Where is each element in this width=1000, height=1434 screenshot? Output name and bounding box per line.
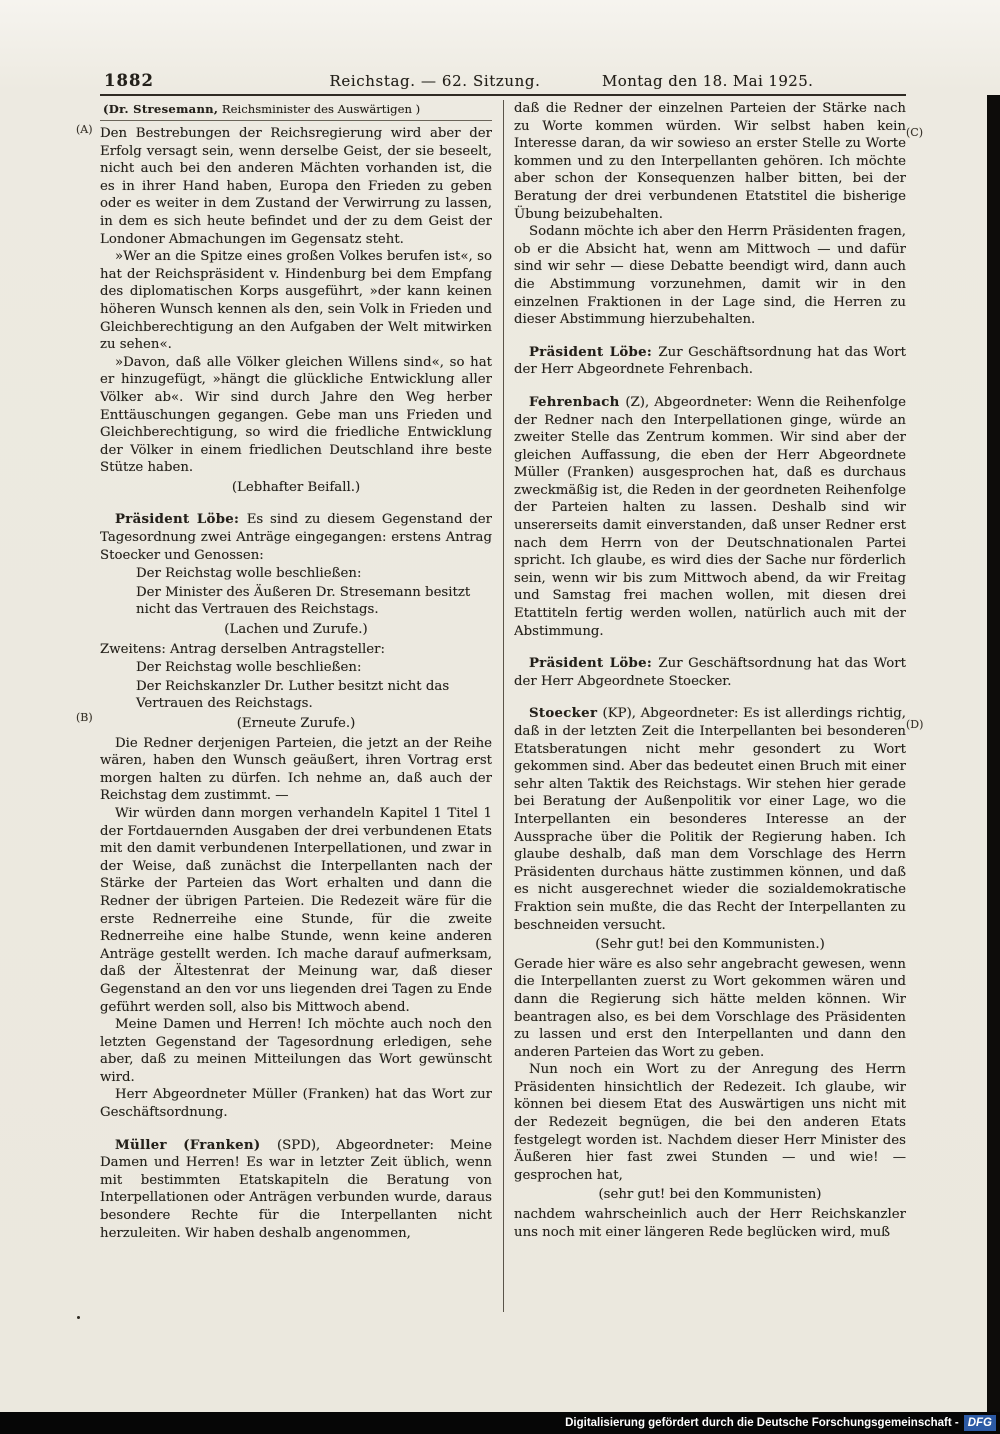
session-title: Reichstag. — 62. Sitzung. xyxy=(329,72,541,90)
paragraph: daß die Redner der einzelnen Parteien der Stärke nach zu Worte kommen würden. Wir selbst haben kein Interesse daran, da wir sowieso an erster Stelle zu Worte kommen und zu den Interpellanten gehören. Ich möchte aber schon der Konsequenzen halber bitten, bei der Beratung der drei verbundenen Etatstitel die bisherige Übung beizubehalten. xyxy=(514,101,906,222)
digitization-footer xyxy=(0,1412,1000,1434)
paragraph: (Sehr gut! bei den Kommunisten.) xyxy=(595,937,825,953)
paragraph: Sodann möchte ich aber den Herrn Präsidenten fragen, ob er die Absicht hat, wenn am Mittwoch — und dafür sind wir sehr — diese Debatte beendigt wird, dann auch die Abstimmung vorzunehmen, damit wir in den einzelnen Fraktionen in der Lage sind, die Herren zu dieser Abstimmung hierzubehalten. xyxy=(514,224,906,328)
speech-paragraph: Präsident Löbe: Zur Geschäftsordnung hat das Wort der Herr Abgeordnete Fehrenbach. xyxy=(514,344,906,378)
speaker-note-name: (Dr. Stresemann, xyxy=(103,102,219,116)
paragraph: Den Bestrebungen der Reichsregierung wird aber der Erfolg versagt sein, wenn derselbe Geist, der sie beseelt, nicht auch bei den anderen Mächten vorhanden ist, die es in ihrer Hand haben, Europa den Frieden zu geben oder es weiter in dem Zustand der Verwirrung zu lassen, in dem es sich heute befindet und der zu dem Geist der Londoner Abmachungen im Gegensatz steht. xyxy=(100,126,492,247)
paragraph: Der Reichstag wolle beschließen: xyxy=(136,660,362,676)
paragraph: »Wer an die Spitze eines großen Volkes berufen ist«, so hat der Reichspräsident v. Hindenburg bei dem Empfang des diplomatischen Korps ausgeführt, »der kann keinen höheren Wunsch kennen als den, sein Volk in Frieden und Gleichberechtigung an den Aufgaben der Welt mitwirken zu sehen«. xyxy=(100,249,492,353)
speech-paragraph: Müller (Franken) (SPD), Abgeordneter: Meine Damen und Herren! Es war in letzter Zeit üblich, wenn mit bestimmten Etatskapiteln die Beratung von Interpellationen oder Anträgen verbunden wurde, daraus besondere Rechte für die Interpellanten nicht herzuleiten. Wir haben deshalb angenommen, xyxy=(100,1137,492,1241)
speaker-name: Stoecker xyxy=(529,706,603,722)
paragraph: (Lebhafter Beifall.) xyxy=(231,479,361,495)
paragraph: Der Reichstag wolle beschließen: xyxy=(136,566,362,582)
paragraph: nachdem wahrscheinlich auch der Herr Reichskanzler uns noch mit einer längeren Rede beglücken wird, muß xyxy=(514,1207,906,1240)
paragraph: »Davon, daß alle Völker gleichen Willens sind«, so hat er hinzugefügt, »hängt die glückliche Entwicklung aller Völker ab«. Wir sind durch Jahre den Weg herber Enttäuschungen gegangen. Gebe man uns Frieden und Gleichberechtigung, so wird die friedliche Entwicklung der Völker in einem friedlichen Deutschland ihre beste Stütze haben. xyxy=(100,354,492,476)
paragraph: (sehr gut! bei den Kommunisten) xyxy=(598,1187,822,1203)
paragraph: Nun noch ein Wort zu der Anregung des Herrn Präsidenten hinsichtlich der Redezeit. Ich glaube, wir können bei diesem Etat des Auswärtigen uns nicht mit der Redezeit begnügen, die bei den anderen Etats festgelegt worden ist. Nachdem dieser Herr Minister des Äußeren hier fast zwei Stunden — und wie! — gesprochen hat, xyxy=(514,1062,906,1183)
speech-paragraph: Fehrenbach (Z), Abgeordneter: Wenn die Reihenfolge der Redner nach den Interpellationen ginge, würde an zweiter Stelle das Zentrum kommen. Wir sind aber der gleichen Auffassung, die eben der Herr Abgeordnete Müller (Franken) ausgesprochen hat, daß es durchaus zweckmäßig ist, die Reden in der geordneten Reihenfolge der Parteien halten zu lassen. Deshalb sind wir unsererseits damit einverstanden, daß unser Redner erst nach dem Herrn von der Deutschnationalen Partei spricht. Ich glaube, es wird dies der Sache nur förderlich sein, wenn wir bis zum Mittwoch abend, da wir Freitag und Samstag frei machen wollen, mit diesen drei Etattiteln fertig werden wollen, natürlich auch mit der Abstimmung. xyxy=(514,394,906,639)
speaker-name: Präsident Löbe: xyxy=(529,656,659,672)
speaker-name: Präsident Löbe: xyxy=(115,512,247,528)
dfg-logo: DFG xyxy=(964,1415,996,1431)
paragraph: (Erneute Zurufe.) xyxy=(236,716,356,731)
digitization-credit: Digitalisierung gefördert durch die Deutsche Forschungsgemeinschaft - xyxy=(565,1417,959,1429)
speech-paragraph: Stoecker (KP), Abgeordneter: Es ist allerdings richtig, daß in der letzten Zeit die Interpellanten bei besonderen Etatsberatungen nicht mehr gesondert zu Wort gekommen sind. Aber das bedeutet einen Bruch mit einer sehr alten Taktik des Reichstags. Wir stehen hier gerade bei Beratung der Außenpolitik vor einer Lage, wo die Interpellanten ein besonderes Interesse an der Aussprache über die Politik der Regierung haben. Ich glaube deshalb, daß man dem Vorschlage des Herrn Präsidenten durchaus hätte zustimmen können, und daß es nicht ausgerechnet wieder die sozialdemokratische Fraktion sein mußte, die das Recht der Interpellanten zu beschneiden versucht. xyxy=(514,706,906,933)
left-column xyxy=(100,100,492,1314)
scan-edge-strip xyxy=(987,95,1000,1413)
speaker-name: Präsident Löbe: xyxy=(529,344,659,360)
scan-speck xyxy=(77,1316,80,1319)
speech-paragraph: Präsident Löbe: Zur Geschäftsordnung hat das Wort der Herr Abgeordnete Stoecker. xyxy=(514,656,906,689)
speaker-name: Fehrenbach xyxy=(529,394,626,410)
paragraph: Die Redner derjenigen Parteien, die jetzt an der Reihe wären, haben den Wunsch geäußert, ihren Vortrag erst morgen halten zu dürfen. Ich nehme an, daß auch der Reichstag dem zustimmt. — xyxy=(100,735,492,804)
speech-paragraph: Präsident Löbe: Es sind zu diesem Gegenstand der Tagesordnung zwei Anträge eingegangen: erstens Antrag Stoecker und Genossen: xyxy=(100,512,492,563)
page-header xyxy=(100,72,906,92)
paragraph: Zweitens: Antrag derselben Antragsteller: xyxy=(100,641,385,657)
speaker-name: Müller (Franken) xyxy=(115,1137,277,1153)
paragraph: Der Minister des Äußeren Dr. Stresemann besitzt nicht das Vertrauen des Reichstags. xyxy=(136,584,471,618)
right-column xyxy=(514,100,906,1314)
margin-mark-a: (A) xyxy=(76,123,93,136)
page-number: 1882 xyxy=(104,71,154,90)
paragraph: Herr Abgeordneter Müller (Franken) hat das Wort zur Geschäftsordnung. xyxy=(100,1087,492,1121)
speaker-continuation-note xyxy=(100,100,492,121)
margin-mark-d: (D) xyxy=(906,718,924,731)
paragraph: Der Reichskanzler Dr. Luther besitzt nicht das Vertrauen des Reichstags. xyxy=(136,678,450,712)
paragraph: Gerade hier wäre es also sehr angebracht gewesen, wenn die Interpellanten zuerst zu Wort gekommen wären und dann die Regierung sich hätte melden können. Wir beantragen also, es bei dem Vorschlage des Präsidenten zu lassen und erst den Interpellanten und dann den anderen Parteien das Wort zu geben. xyxy=(514,956,906,1060)
paragraph: (Lachen und Zurufe.) xyxy=(224,622,368,638)
column-divider xyxy=(503,100,504,1312)
header-rule xyxy=(100,94,906,96)
speaker-note-role: Reichsminister des Auswärtigen ) xyxy=(218,102,421,116)
margin-mark-b: (B) xyxy=(76,711,93,724)
margin-mark-c: (C) xyxy=(906,126,923,139)
paragraph: Wir würden dann morgen verhandeln Kapitel 1 Titel 1 der Fortdauernden Ausgaben der drei verbundenen Etats mit den damit verbundenen Interpellationen, und zwar in der Weise, daß zunächst die Interpellanten nach der Stärke der Parteien das Wort erhalten und dann die Redner der übrigen Parteien. Die Redezeit wäre für die erste Rednerreihe eine Stunde, für die zweite Rednerreihe eine halbe Stunde, wenn keine anderen Anträge gestellt werden. Ich mache darauf aufmerksam, daß der Ältestenrat der Meinung war, daß dieser Gegenstand an den vor uns liegenden drei Tagen zu Ende geführt werden soll, also bis Mittwoch abend. xyxy=(100,805,492,1015)
session-date: Montag den 18. Mai 1925. xyxy=(602,72,814,90)
paragraph: Meine Damen und Herren! Ich möchte auch noch den letzten Gegenstand der Tagesordnung erledigen, sehe aber, daß zu meinen Mitteilungen das Wort gewünscht wird. xyxy=(100,1017,492,1085)
